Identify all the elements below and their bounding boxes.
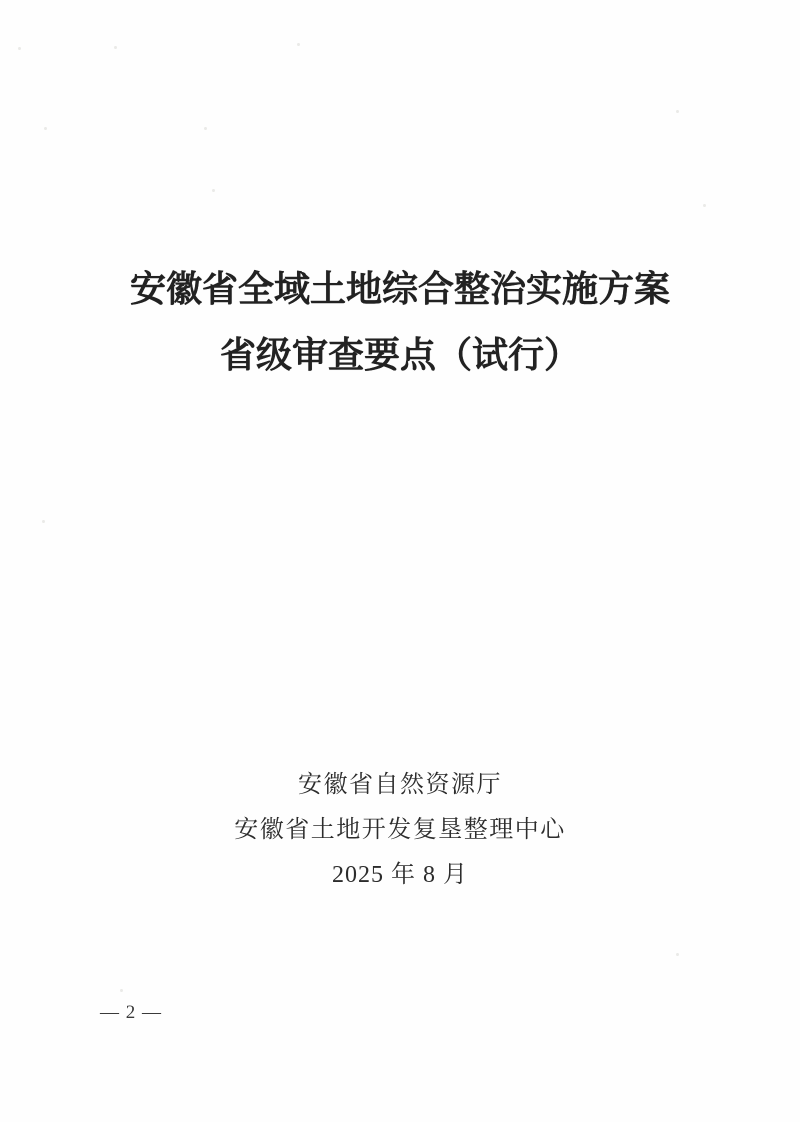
title-line-1: 安徽省全域土地综合整治实施方案 xyxy=(129,269,670,309)
scan-speck xyxy=(120,989,123,992)
publisher-line-1: 安徽省自然资源厅 xyxy=(298,772,502,798)
scan-speck xyxy=(18,47,21,50)
publisher-block xyxy=(0,763,800,898)
scan-speck xyxy=(114,46,117,49)
scan-speck xyxy=(703,204,706,207)
scan-speck xyxy=(44,127,47,130)
scan-speck xyxy=(676,953,679,956)
scan-speck xyxy=(676,110,679,113)
scan-speck xyxy=(297,43,300,46)
publisher-line-2: 安徽省土地开发复垦整理中心 xyxy=(234,817,566,843)
page-number: — 2 — xyxy=(100,1002,162,1023)
publication-date: 2025 年 8 月 xyxy=(332,862,468,888)
scan-speck xyxy=(204,127,207,130)
document-title xyxy=(0,256,800,388)
scan-speck xyxy=(42,520,45,523)
scan-speck xyxy=(212,189,215,192)
title-line-2: 省级审查要点（试行） xyxy=(219,335,580,375)
